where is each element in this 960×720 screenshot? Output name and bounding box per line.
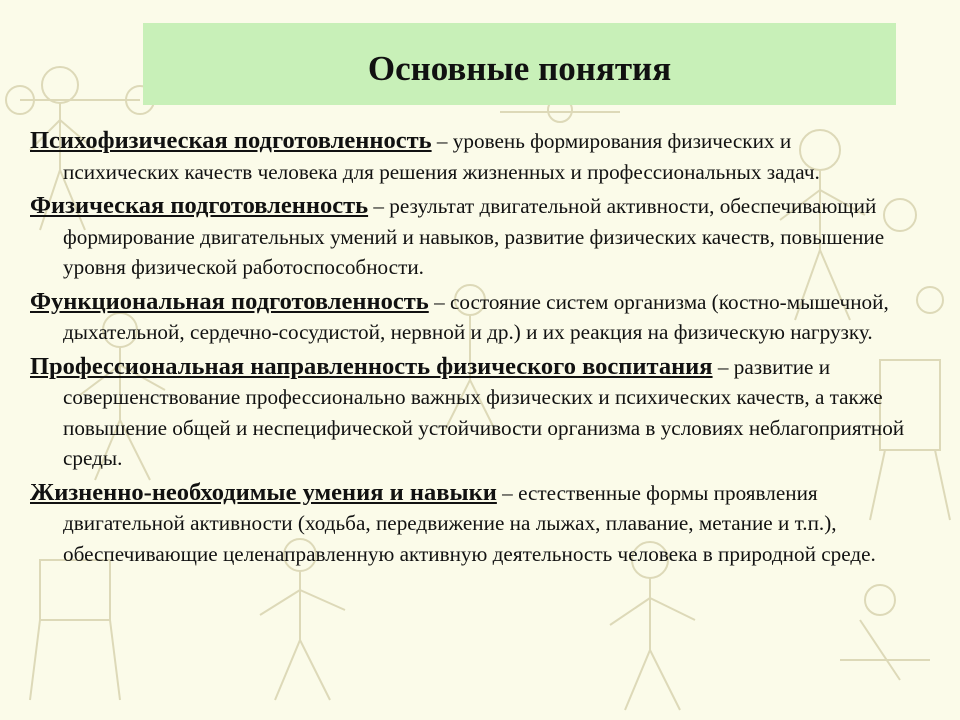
dash: – (431, 129, 453, 153)
title-box (143, 23, 896, 105)
definition-entry (30, 126, 910, 187)
definition: уровень формирования физических и психических качеств человека для решения жизненных и профессиональных задач. (63, 129, 820, 184)
definition: развитие и совершенствование профессионально важных физических и психических качеств, а также повышение общей и неспецифической устойчивости организма в условиях неблагоприятной среды. (63, 354, 905, 470)
slide-title: Основные понятия (367, 49, 672, 88)
term: Профессиональная направленность физического воспитания (30, 352, 713, 380)
definition: состояние систем организма (костно-мышечной, дыхательной, сердечно-сосудистой, нервной и др.) и их реакция на физическую нагрузку. (63, 289, 889, 344)
dash: – (368, 194, 390, 218)
definition: результат двигательной активности, обеспечивающий формирование двигательных умений и навыков, развитие физических качеств, повышение уровня физической работоспособности. (63, 194, 885, 279)
definition: естественные формы проявления двигательной активности (ходьба, передвижение на лыжах, плавание, метание и т.п.), обеспечивающие целенаправленную активную деятельность человека в природной среде. (63, 480, 876, 566)
definition-entry (30, 191, 910, 283)
definition-entry (30, 352, 910, 474)
term: Психофизическая подготовленность (30, 127, 432, 154)
term: Функциональная подготовленность (30, 287, 429, 315)
term: Жизненно-необходимые умения и навыки (30, 478, 497, 506)
definition-entry (30, 287, 910, 348)
definitions-list (30, 126, 910, 573)
term: Физическая подготовленность (30, 192, 369, 219)
dash: – (712, 354, 734, 379)
dash: – (496, 480, 519, 505)
dash: – (428, 289, 450, 314)
definition-entry (30, 478, 910, 570)
